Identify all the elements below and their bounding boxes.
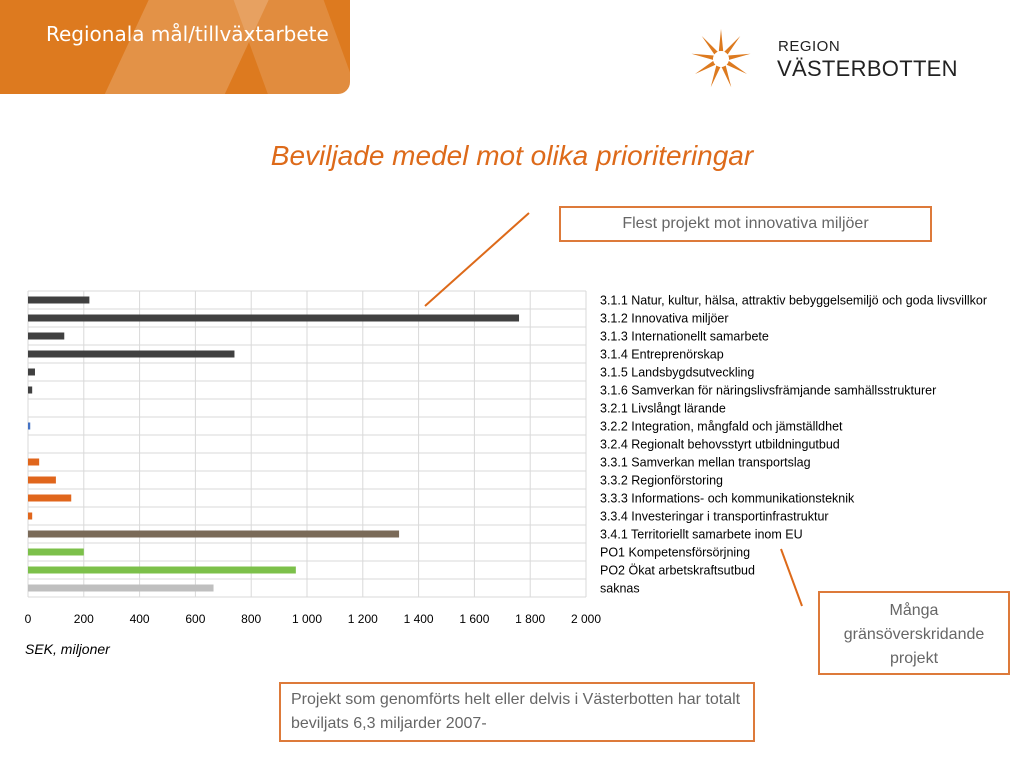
bar xyxy=(28,333,64,340)
category-label: saknas xyxy=(600,581,640,596)
category-label: 3.1.6 Samverkan för näringslivsfrämjande samhällsstrukturer xyxy=(600,383,937,398)
category-label: 3.2.1 Livslångt lärande xyxy=(600,401,726,416)
logo-ray xyxy=(719,29,723,51)
category-label: 3.4.1 Territoriellt samarbete inom EU xyxy=(600,527,803,542)
category-label: 3.1.3 Internationellt samarbete xyxy=(600,329,769,344)
logo-center xyxy=(713,51,729,67)
header-band xyxy=(0,0,350,94)
category-label: 3.2.2 Integration, mångfald och jämställdhet xyxy=(600,419,843,434)
x-tick-label: 1 000 xyxy=(291,612,323,626)
category-label: PO1 Kompetensförsörjning xyxy=(600,545,751,560)
header-title: Regionala mål/tillväxtarbete xyxy=(46,22,329,46)
x-tick-label: 1 400 xyxy=(403,612,434,626)
category-label: 3.1.5 Landsbygdsutveckling xyxy=(600,365,755,380)
bar xyxy=(28,549,84,556)
region-logo-icon xyxy=(686,28,756,90)
bar xyxy=(28,477,56,484)
bar xyxy=(28,387,32,394)
bar xyxy=(28,531,399,538)
x-tick-label: 200 xyxy=(73,612,94,626)
callout-total: Projekt som genomförts helt eller delvis i Västerbotten har totalt beviljats 6,3 miljarder 2007- xyxy=(279,682,755,742)
category-label: PO2 Ökat arbetskraftsutbud xyxy=(600,563,755,578)
x-tick-label: 1 600 xyxy=(459,612,490,626)
category-label: 3.1.4 Entreprenörskap xyxy=(600,347,724,362)
bar-chart xyxy=(0,280,1024,630)
x-tick-label: 1 800 xyxy=(515,612,546,626)
x-tick-label: 2 000 xyxy=(570,612,602,626)
x-tick-label: 800 xyxy=(241,612,262,626)
bar xyxy=(28,315,519,322)
x-tick-label: 0 xyxy=(24,612,32,626)
bar xyxy=(28,369,35,376)
bar xyxy=(28,459,39,466)
category-label: 3.3.3 Informations- och kommunikationsteknik xyxy=(600,491,855,506)
bar xyxy=(28,567,296,574)
bar xyxy=(28,513,32,520)
logo-ray xyxy=(702,36,718,55)
logo-ray xyxy=(722,65,732,87)
category-label: 3.3.2 Regionförstoring xyxy=(600,473,723,488)
logo-ray xyxy=(724,36,740,55)
callout-innovative: Flest projekt mot innovativa miljöer xyxy=(559,206,932,242)
callout-cross-border: Många gränsöverskridande projekt xyxy=(818,591,1010,675)
logo-ray xyxy=(695,61,715,74)
bar xyxy=(28,351,234,358)
slide-title: Beviljade medel mot olika prioriteringar xyxy=(270,140,754,171)
category-label: 3.1.1 Natur, kultur, hälsa, attraktiv bebyggelsemiljö och goda livsvillkor xyxy=(600,293,987,308)
logo-ray xyxy=(711,65,721,87)
bar xyxy=(28,585,214,592)
x-unit-label: SEK, miljoner xyxy=(25,641,110,657)
x-tick-label: 1 200 xyxy=(347,612,378,626)
category-label: 3.2.4 Regionalt behovsstyrt utbildningutbud xyxy=(600,437,840,452)
logo-text-region: REGION xyxy=(778,38,841,55)
category-label: 3.3.4 Investeringar i transportinfrastruktur xyxy=(600,509,829,524)
x-tick-label: 600 xyxy=(185,612,206,626)
category-label: 3.3.1 Samverkan mellan transportslag xyxy=(600,455,811,470)
logo-ray xyxy=(728,54,750,60)
category-label: 3.1.2 Innovativa miljöer xyxy=(600,311,729,326)
bar xyxy=(28,297,89,304)
x-tick-label: 400 xyxy=(129,612,150,626)
bar xyxy=(28,495,71,502)
logo-ray xyxy=(691,54,713,60)
logo-text-vasterbotten: VÄSTERBOTTEN xyxy=(777,56,958,81)
logo-ray xyxy=(727,61,747,74)
bar xyxy=(28,423,30,430)
